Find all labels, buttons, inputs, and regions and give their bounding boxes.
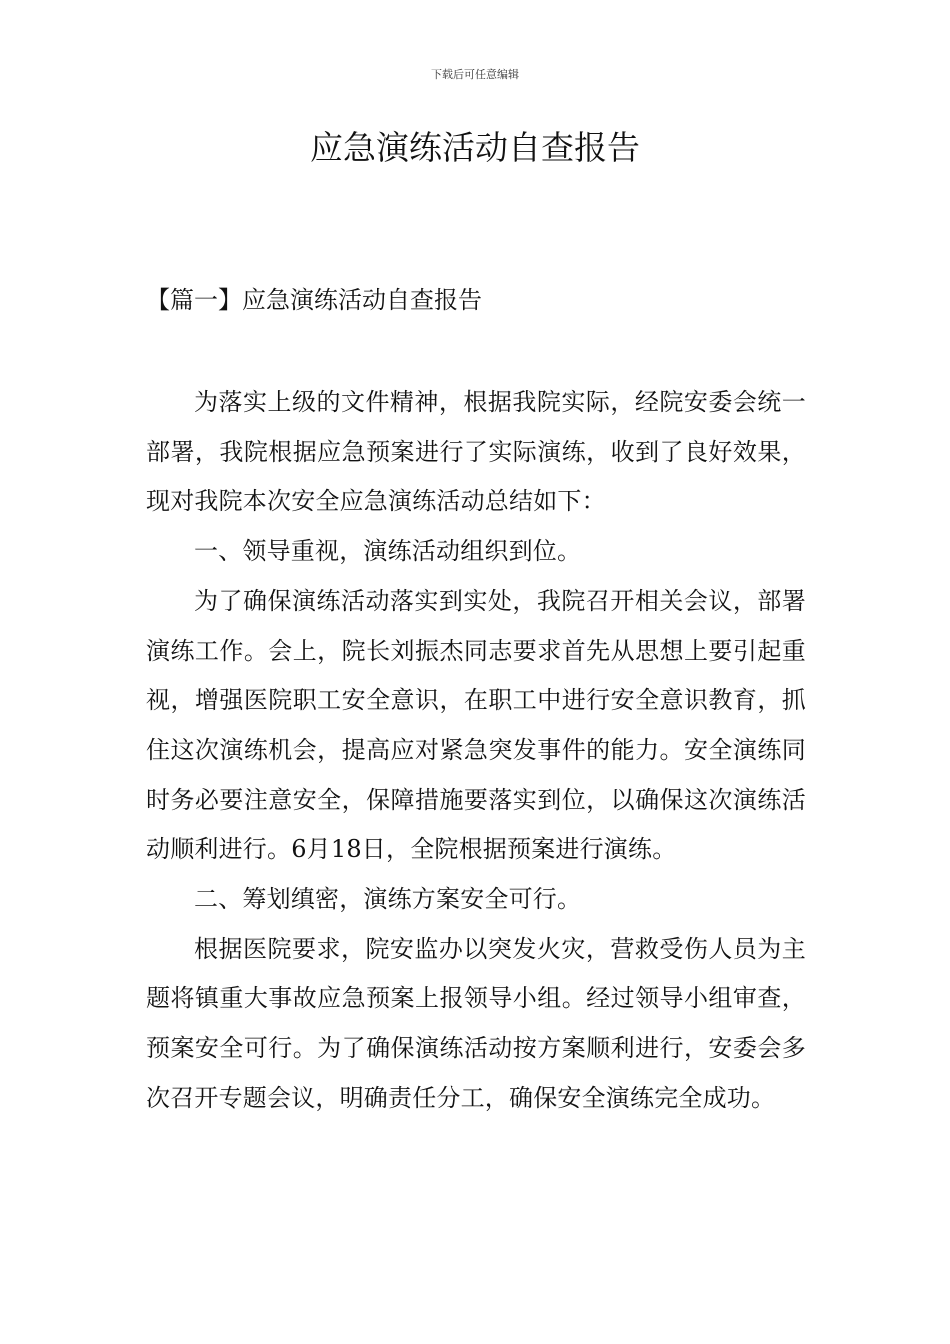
paragraph-heading-two: 二、筹划缜密，演练方案安全可行。 bbox=[194, 885, 582, 914]
paragraph-intro: 为落实上级的文件精神，根据我院实际，经院安委会统一部署，我院根据应急预案进行了实际演练，收到了良好效果，现对我院本次安全应急演练活动总结如下： bbox=[146, 388, 806, 516]
paragraph-leadership: 为了确保演练活动落实到实处，我院召开相关会议，部署演练工作。会上，院长刘振杰同志要求首先从思想上要引起重视，增强医院职工安全意识，在职工中进行安全意识教育，抓住这次演练机会，提高应对紧急突发事件的能力。安全演练同时务必要注意安全，保障措施要落实到位，以确保这次演练活动顺利进行。6月18日，全院根据预案进行演练。 bbox=[146, 586, 806, 864]
document-title: 应急演练活动自查报告 bbox=[310, 128, 640, 167]
body-text bbox=[146, 378, 806, 1124]
section-heading: 【篇一】应急演练活动自查报告 bbox=[146, 286, 482, 314]
header-note: 下载后可任意编辑 bbox=[431, 68, 519, 81]
paragraph-planning: 根据医院要求，院安监办以突发火灾，营救受伤人员为主题将镇重大事故应急预案上报领导小组。经过领导小组审查，预案安全可行。为了确保演练活动按方案顺利进行，安委会多次召开专题会议，明确责任分工，确保安全演练完全成功。 bbox=[146, 934, 806, 1112]
paragraph-heading-one: 一、领导重视，演练活动组织到位。 bbox=[194, 537, 582, 566]
